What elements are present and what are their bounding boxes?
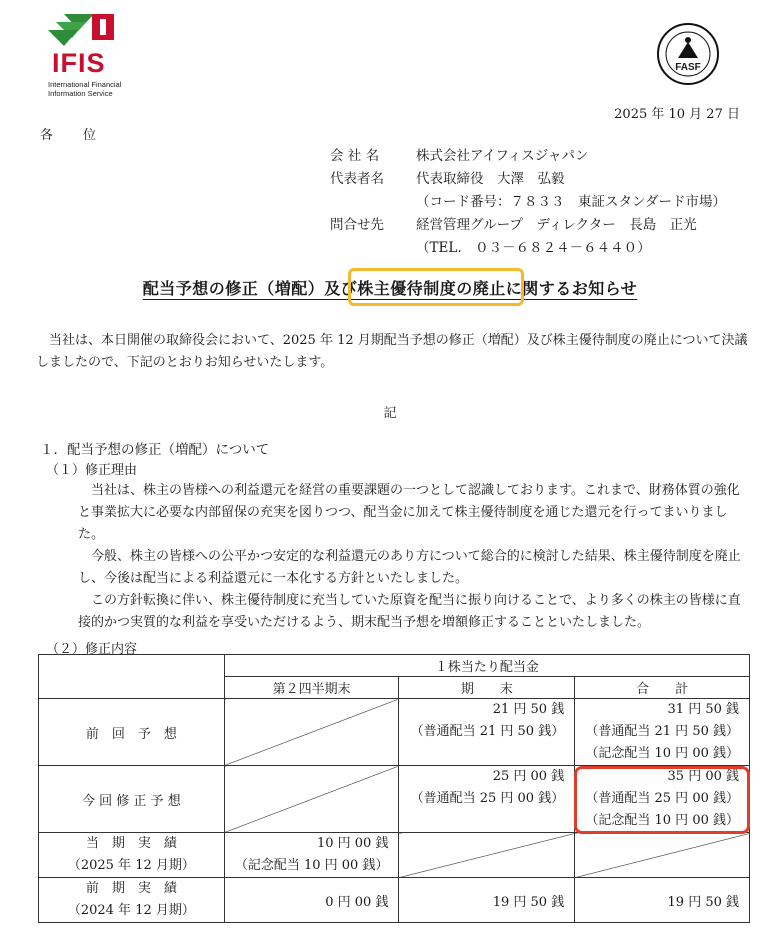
fasf-seal: [656, 22, 720, 86]
tel-row: [330, 236, 651, 256]
row-label-current-actual: [39, 833, 225, 878]
value-line: （普通配当 21 円 50 銭）: [585, 724, 739, 739]
row-period-line: （2024 年 12 月期）: [67, 903, 195, 918]
table-corner-cell: [39, 655, 225, 699]
table-row-prior-actual: [39, 878, 750, 923]
prior-total-value: 19 円 50 銭: [575, 878, 750, 923]
logo-subtitle-line1: International Financial: [48, 80, 122, 89]
logo-subtitle: [48, 80, 138, 98]
value-line: 31 円 50 銭: [667, 702, 739, 717]
value-line: 21 円 50 銭: [492, 702, 565, 717]
logo-word: IFIS: [52, 48, 106, 78]
value-line: （記念配当 10 円 00 銭）: [234, 858, 389, 873]
reason-paragraph-1: 当社は、株主の皆様への利益還元を経営の重要課題の一つとして認識しております。これまで、財務体質の強化と事業拡大に必要な内部留保の充実を図りつつ、配当金に加えて株主優待制度を通じた還元を行ってまいりました。: [78, 483, 740, 542]
previous-year-end-value: [399, 699, 575, 766]
contact-row: [330, 213, 697, 233]
company-name-value: 株式会社アイフィスジャパン: [416, 148, 589, 164]
value-line: （普通配当 21 円 50 銭）: [410, 724, 565, 739]
seal-label: FASF: [675, 62, 701, 73]
code-value: （コード番号：７８３３ 東証スタンダード市場）: [416, 194, 726, 210]
value-line: 35 円 00 銭: [667, 769, 739, 784]
row-period-line: （2025 年 12 月期）: [67, 858, 195, 873]
prior-year-end-value: 19 円 50 銭: [399, 878, 575, 923]
value-line: （普通配当 25 円 00 銭）: [585, 791, 739, 806]
section1-heading: １．配当予想の修正（増配）について: [40, 442, 270, 458]
reason-paragraph-2: 今般、株主の皆様への公平かつ安定的な利益還元のあり方について総合的に検討した結果、株主優待制度を廃止し、今後は配当による利益還元に一本化する方針といたしました。: [78, 549, 741, 586]
highlight-yellow: [348, 268, 524, 306]
ki-heading: 記: [383, 406, 397, 421]
intro-paragraph: 当社は、本日開催の取締役会において、2025 年 12 月期配当予想の修正（増配）及び株主優待制度の廃止について決議しましたので、下記のとおりお知らせいたします。: [36, 333, 748, 370]
representative-value: 代表取締役 大澤 弘毅: [416, 171, 565, 187]
ifis-emblem-icon: [44, 10, 134, 50]
representative-row: [330, 167, 565, 187]
value-line: （普通配当 25 円 00 銭）: [410, 791, 565, 806]
diagonal-cell: [399, 833, 575, 878]
diagonal-cell: [224, 766, 399, 833]
header-per-share-dividend: １株当たり配当金: [224, 655, 749, 677]
addressee: 各位: [40, 128, 127, 143]
representative-key: 代表者名: [330, 171, 384, 187]
revised-year-end-value: [399, 766, 575, 833]
logo-subtitle-line2: Information Service: [48, 89, 113, 98]
highlight-red: [574, 766, 750, 834]
ifis-logo: [44, 10, 134, 98]
code-row: [330, 190, 726, 210]
row-label-line: 前 期 実 績: [85, 881, 177, 896]
contact-value: 経営管理グループ ディレクター 長島 正光: [416, 217, 697, 233]
header-year-end: 期 末: [399, 677, 575, 699]
current-q2-value: [224, 833, 399, 878]
table-header-row-1: [39, 655, 750, 677]
company-name-key: 会 社 名: [330, 148, 380, 164]
row-label-previous-forecast: 前 回 予 想: [39, 699, 225, 766]
row-label-revised-forecast: 今 回 修 正 予 想: [39, 766, 225, 833]
row-label-line: 当 期 実 績: [85, 836, 177, 851]
reason-paragraph-3: この方針転換に伴い、株主優待制度に充当していた原資を配当に振り向けることで、より多くの株主の皆様に直接的かつ実質的な利益を享受いただけるよう、期末配当予想を増額修正することといたしました。: [78, 593, 741, 630]
prior-q2-value: 0 円 00 銭: [224, 878, 399, 923]
diagonal-cell: [575, 833, 750, 878]
document-title-text: 配当予想の修正（増配）及び株主優待制度の廃止に関するお知らせ: [142, 279, 638, 298]
company-name-row: [330, 144, 589, 164]
previous-total-value: [575, 699, 750, 766]
value-line: [399, 810, 564, 832]
value-line: （記念配当 10 円 00 銭）: [585, 746, 739, 761]
value-line: 25 円 00 銭: [492, 769, 565, 784]
table-row-current-actual: [39, 833, 750, 878]
value-line: （記念配当 10 円 00 銭）: [585, 813, 739, 828]
document-date: 2025 年 10 月 27 日: [614, 107, 740, 122]
section1-subheading-content: （２）修正内容: [46, 642, 138, 657]
table-row-previous-forecast: [39, 699, 750, 766]
value-line: [399, 743, 564, 765]
row-label-prior-actual: [39, 878, 225, 923]
contact-key: 問合せ先: [330, 217, 384, 233]
fasf-seal-icon: [656, 22, 720, 86]
value-line: 10 円 00 銭: [316, 836, 389, 851]
tel-value: （TEL. ０３－６８２４－６４４０）: [416, 240, 651, 256]
diagonal-cell: [224, 699, 399, 766]
header-total: 合 計: [575, 677, 750, 699]
section1-subheading-reason: （１）修正理由: [46, 463, 138, 478]
header-q2-end: 第２四半期末: [224, 677, 399, 699]
